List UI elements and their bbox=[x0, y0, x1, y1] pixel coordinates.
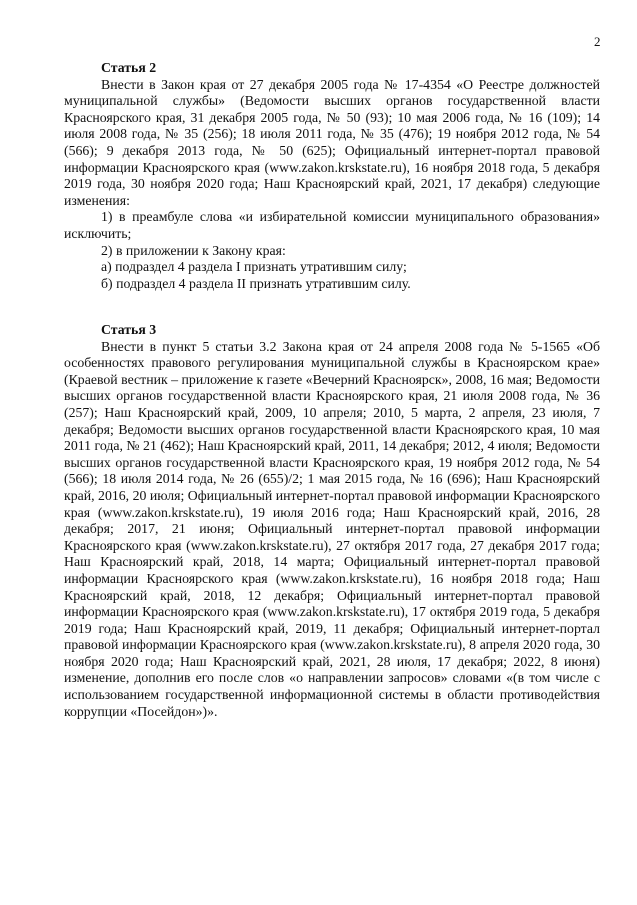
article-2-item: 1) в преамбуле слова «и избирательной комиссии муниципального образования» исключить; bbox=[64, 209, 600, 241]
article-2 bbox=[64, 60, 600, 292]
article-2-heading: Статья 2 bbox=[101, 60, 157, 75]
page-number: 2 bbox=[594, 34, 601, 49]
article-3-body: Внести в пункт 5 статьи 3.2 Закона края от 24 апреля 2008 года № 5-1565 «Об особенностях правового регулирования муниципальной службы в Красноярском крае» (Краевой вестник – приложение к газете «Вечерний Красноярск», 2008, 16 мая; Ведомости высших органов государственной власти Красноярского края, 21 июля 2008 года, № 36 (257); Наш Красноярский край, 2009, 10 апреля; 2010, 5 марта, 2 апреля, 23 июля, 7 декабря; Ведомости высших органов государственной власти Красноярского края, 10 мая 2011 года, № 21 (462); Наш Красноярский край, 2011, 14 декабря; 2012, 4 июля; Ведомости высших органов государственной власти Красноярского края, 19 ноября 2012 года, № 54 (566); 18 июля 2014 года, № 26 (655)/2; 1 мая 2015 года, № 16 (696); Наш Красноярский край, 2016, 20 июля; Официальный интернет-портал правовой информации Красноярского края (www.zakon.krskstate.ru), 19 июля 2016 года; Наш Красноярский край, 2016, 28 декабря; 2017, 21 июня; Официальный интернет-портал правовой информации Красноярского края (www.zakon.krskstate.ru), 27 октября 2017 года, 27 декабря 2017 года; Наш Красноярский край, 2018, 14 марта; Официальный интернет-портал правовой информации Красноярского края (www.zakon.krskstate.ru), 16 ноября 2018 года; Наш Красноярский край, 2018, 12 декабря; Официальный интернет-портал правовой информации Красноярского края (www.zakon.krskstate.ru), 17 октября 2019 года, 5 декабря 2019 года; Наш Красноярский край, 2019, 11 декабря; Официальный интернет-портал правовой информации Красноярского края (www.zakon.krskstate.ru), 8 апреля 2020 года, 30 ноября 2020 года; Наш Красноярский край, 2021, 28 июля, 17 декабря; 2022, 8 июня) изменение, дополнив его после слов «о направлении запросов» словами «(в том числе с использованием государственной информационной системы в области противодействия коррупции «Посейдон»)». bbox=[64, 338, 600, 719]
article-2-item: б) подраздел 4 раздела II признать утратившим силу. bbox=[101, 275, 411, 291]
article-2-item: а) подраздел 4 раздела I признать утратившим силу; bbox=[101, 259, 407, 275]
article-2-item: 2) в приложении к Закону края: bbox=[101, 242, 286, 258]
article-3 bbox=[64, 322, 600, 720]
article-2-intro: Внести в Закон края от 27 декабря 2005 года № 17-4354 «О Реестре должностей муниципальной службы» (Ведомости высших органов государственной власти Красноярского края, 31 декабря 2005 года, № 50 (93); 10 мая 2006 года, № 16 (109); 14 июля 2008 года, № 35 (256); 18 июля 2011 года, № 35 (476); 19 ноября 2012 года, № 54 (566); 9 декабря 2013 года, № 50 (625); Официальный интернет-портал правовой информации Красноярского края (www.zakon.krskstate.ru), 16 ноября 2018 года, 5 декабря 2019 года, 30 ноября 2020 года; Наш Красноярский край, 2021, 17 декабря) следующие изменения: bbox=[64, 76, 600, 208]
article-3-heading: Статья 3 bbox=[101, 322, 157, 337]
